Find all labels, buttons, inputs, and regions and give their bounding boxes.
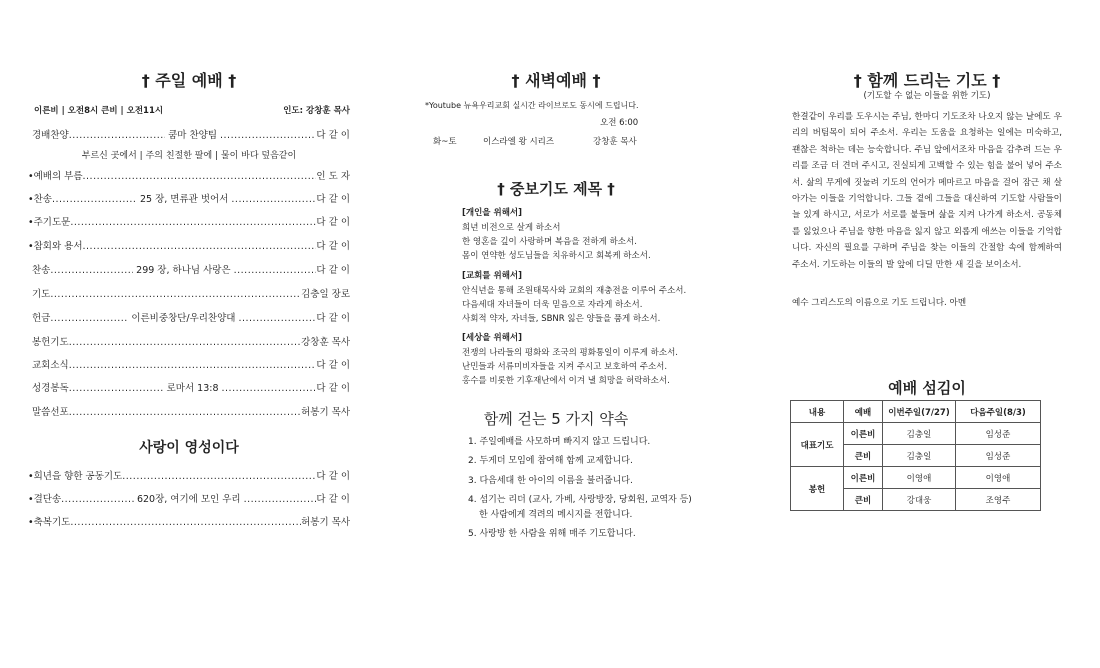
service-row-person: 다 같 이 <box>316 241 350 252</box>
prayer-group-tag: [세상을 위해서] <box>462 333 522 343</box>
dot-leader <box>61 494 134 505</box>
worship-songs: 부르신 곳에서 | 주의 친절한 팔에 | 물이 바다 덮음같이 <box>81 151 297 161</box>
service-row-label: •축복기도 <box>28 517 71 528</box>
service-row-person: 다 같 이 <box>316 471 350 482</box>
service-row <box>28 191 350 205</box>
service-row-detail: 로마서 13:8 <box>166 383 219 394</box>
service-row-label: 봉헌기도 <box>32 337 69 348</box>
table-cell: 이영애 <box>883 467 956 489</box>
service-row <box>28 514 350 528</box>
service-row <box>28 238 350 252</box>
table-cell: 임성준 <box>956 445 1041 467</box>
prayer-group-tag: [개인을 위해서] <box>462 208 522 218</box>
promise-item: 5. 사랑방 한 사람을 위해 매주 기도합니다. <box>468 529 636 539</box>
service-row <box>28 286 350 300</box>
service-row-person: 다 같 이 <box>316 383 350 394</box>
service-row-label: •결단송 <box>28 494 62 505</box>
prayer-closing: 예수 그리스도의 이름으로 기도 드립니다. 아멘 <box>792 298 967 308</box>
dawn-service-column <box>425 0 692 668</box>
table-cell: 김충일 <box>883 423 956 445</box>
service-row-person: 허봉기 목사 <box>301 517 350 528</box>
service-row-person: 다 같 이 <box>316 265 350 276</box>
service-row-label: •주기도문 <box>28 217 71 228</box>
prayer-line: 몸이 연약한 성도님들을 치유하시고 회복케 하소서. <box>462 251 651 261</box>
table-cell: 이른비 <box>844 467 883 489</box>
service-row-label: 교회소식 <box>32 360 69 371</box>
prayer-body: 한결같이 우리를 도우시는 주님, 한마디 기도조차 나오지 않는 날에도 우리의 버팀목이 되어 주소서. 우리는 도움을 요청하는 일에는 미숙하고, 괜찮은 척하는 데는 능숙합니다. 주님 앞에서조차 마음을 감추려 드는 우리를 조금 더 견뎌 주시고, 진실되게 고백할 수 있는 힘을 불어 넣어 주소서. 삶의 무게에 짓눌려 기도의 언어가 메마르고 마음을 걸어 잠근 채 살아가는 이들을 기억합니다. 그들 곁에 그들을 대신하여 기도할 사람들이 늘 있게 하시고, 서로가 서로를 붙들며 삶을 지켜 나가게 하소서. 공동체를 잃었으나 주님을 향한 마음을 잃지 않고 외롭게 애쓰는 이들을 기억합니다. 자신의 필요를 구하며 주님을 찾는 이들의 간절함 속에 함께하여 주소서. 기도하는 이들의 발 앞에 디딜 만한 새 길을 보이소서. <box>792 112 1062 270</box>
service-row-label: 경배찬양 <box>32 130 69 141</box>
table-header: 다음주일(8/3) <box>956 401 1041 423</box>
table-cell: 큰비 <box>844 445 883 467</box>
service-row <box>28 404 350 418</box>
service-leader: 인도: 강창훈 목사 <box>283 106 350 116</box>
service-row-detail: 299 장, 하나님 사랑은 <box>136 265 231 276</box>
table-cell: 이른비 <box>844 423 883 445</box>
dot-leader <box>122 471 316 482</box>
service-row <box>28 310 350 324</box>
joint-prayer-title: † 함께 드리는 기도 † <box>853 71 1001 90</box>
dawn-day: 화~토 <box>433 137 457 147</box>
service-row-label: •희년을 향한 공동기도 <box>28 471 123 482</box>
table-group-name: 봉헌 <box>791 467 844 511</box>
dot-leader <box>83 171 317 182</box>
table-cell: 이영애 <box>956 467 1041 489</box>
sunday-service-title: † 주일 예배 † <box>141 71 237 90</box>
service-row-detail: 쿰마 찬양팀 <box>168 130 218 141</box>
table-cell: 조영주 <box>956 489 1041 511</box>
dawn-series: 이스라엘 왕 시리즈 <box>483 137 555 147</box>
sunday-service-column <box>28 0 350 668</box>
dawn-pastor: 강창훈 목사 <box>593 137 637 147</box>
service-row <box>28 334 350 348</box>
prayer-line: 한 영혼을 깊이 사랑하며 복음을 전하게 하소서. <box>462 237 637 247</box>
promise-item: 4. 섬기는 리더 (교사, 가베, 사랑방장, 당회원, 교역자 등) <box>468 495 692 505</box>
dot-leader <box>238 313 316 324</box>
service-row-person: 다 같 이 <box>316 494 350 505</box>
service-row-label: 헌금 <box>32 313 51 324</box>
prayer-group-tag: [교회를 위해서] <box>462 271 522 281</box>
dot-leader <box>50 265 133 276</box>
dot-leader <box>70 517 301 528</box>
joint-prayer-subtitle: (기도할 수 없는 이들을 위한 기도) <box>863 91 991 101</box>
dot-leader <box>83 241 317 252</box>
table-row <box>791 467 1041 489</box>
section2-title: 사랑이 영성이다 <box>139 440 239 456</box>
service-row-label: 말씀선포 <box>32 407 69 418</box>
dot-leader <box>69 407 301 418</box>
promise-title: 함께 걷는 5 가지 약속 <box>483 410 629 428</box>
dot-leader <box>231 194 316 205</box>
table-header: 이번주일(7/27) <box>883 401 956 423</box>
service-row <box>28 214 350 228</box>
dot-leader <box>69 383 164 394</box>
service-row-person: 인 도 자 <box>316 171 350 182</box>
promise-item: 3. 다음세대 한 아이의 이름을 불러줍니다. <box>468 476 633 486</box>
service-row-person: 다 같 이 <box>316 194 350 205</box>
prayer-line: 홍수를 비롯한 기후재난에서 이겨 낼 희망을 허락하소서. <box>462 376 670 386</box>
service-row <box>28 168 350 182</box>
joint-prayer-column <box>792 0 1062 668</box>
service-row-label: •참회와 용서 <box>28 241 83 252</box>
service-row <box>28 127 350 141</box>
service-row <box>28 468 350 482</box>
service-row <box>28 491 350 505</box>
promise-item-cont: 한 사람에게 격려의 메시지를 전합니다. <box>479 510 633 520</box>
dot-leader <box>70 217 316 228</box>
prayer-line: 전쟁의 나라들의 평화와 조국의 평화통일이 이루게 하소서. <box>462 348 678 358</box>
table-cell: 큰비 <box>844 489 883 511</box>
service-helpers-title: 예배 섬김이 <box>888 379 966 397</box>
dot-leader <box>50 313 128 324</box>
dot-leader <box>220 130 316 141</box>
table-header: 내용 <box>791 401 844 423</box>
dot-leader <box>244 494 317 505</box>
service-row-label: 성경봉독 <box>32 383 69 394</box>
service-row <box>28 380 350 394</box>
service-row-person: 강창훈 목사 <box>301 337 350 348</box>
youtube-note: *Youtube 뉴욕우리교회 실시간 라이브로도 동시에 드립니다. <box>425 101 639 110</box>
dawn-service-title: † 새벽예배 † <box>511 71 601 90</box>
prayer-line: 안식년을 통해 조원태목사와 교회의 재충전을 이루어 주소서. <box>462 286 687 296</box>
table-group-name: 대표기도 <box>791 423 844 467</box>
table-header: 예배 <box>844 401 883 423</box>
service-row-person: 허봉기 목사 <box>301 407 350 418</box>
service-row-person: 다 같 이 <box>316 360 350 371</box>
dot-leader <box>52 194 137 205</box>
table-cell: 강대웅 <box>883 489 956 511</box>
service-row-detail: 이른비중창단/우리찬양대 <box>131 313 236 324</box>
dot-leader <box>234 265 317 276</box>
service-row-person: 다 같 이 <box>316 313 350 324</box>
service-row <box>28 357 350 371</box>
table-cell: 김충일 <box>883 445 956 467</box>
service-times: 이른비 | 오전8시 큰비 | 오전11시 <box>34 106 164 116</box>
service-row-person: 김충일 장로 <box>301 289 350 300</box>
dot-leader <box>50 289 301 300</box>
table-header-row <box>791 401 1041 423</box>
intercession-title: † 중보기도 제목 † <box>497 180 615 198</box>
prayer-line: 다음세대 자녀들이 더욱 믿음으로 자라게 하소서. <box>462 300 643 310</box>
service-row-label: •예배의 부름 <box>28 171 83 182</box>
service-row-label: 기도 <box>32 289 51 300</box>
promise-item: 2. 두게더 모임에 참여해 함께 교제합니다. <box>468 456 633 466</box>
service-row <box>28 262 350 276</box>
promise-item: 1. 주일예배를 사모하며 빠지지 않고 드립니다. <box>468 437 651 447</box>
service-row-detail: 620장, 여기에 모인 우리 <box>136 494 241 505</box>
service-row-person: 다 같 이 <box>316 130 350 141</box>
service-row-person: 다 같 이 <box>316 217 350 228</box>
table-cell: 임성준 <box>956 423 1041 445</box>
service-row-label: •찬송 <box>28 194 52 205</box>
dot-leader <box>69 360 317 371</box>
prayer-line: 난민들과 서류미비자들을 지켜 주시고 보호하여 주소서. <box>462 362 668 372</box>
prayer-line: 사회적 약자, 자녀들, SBNR 잃은 양들을 품게 하소서. <box>462 314 661 324</box>
dot-leader <box>222 383 317 394</box>
dawn-time: 오전 6:00 <box>600 118 639 128</box>
dot-leader <box>69 130 165 141</box>
service-row-detail: 25 장, 면류관 벗어서 <box>139 194 229 205</box>
service-row-label: 찬송 <box>32 265 51 276</box>
dot-leader <box>69 337 301 348</box>
table-row <box>791 423 1041 445</box>
service-helpers-table <box>790 400 1041 511</box>
prayer-line: 희년 비전으로 살게 하소서 <box>462 223 561 233</box>
